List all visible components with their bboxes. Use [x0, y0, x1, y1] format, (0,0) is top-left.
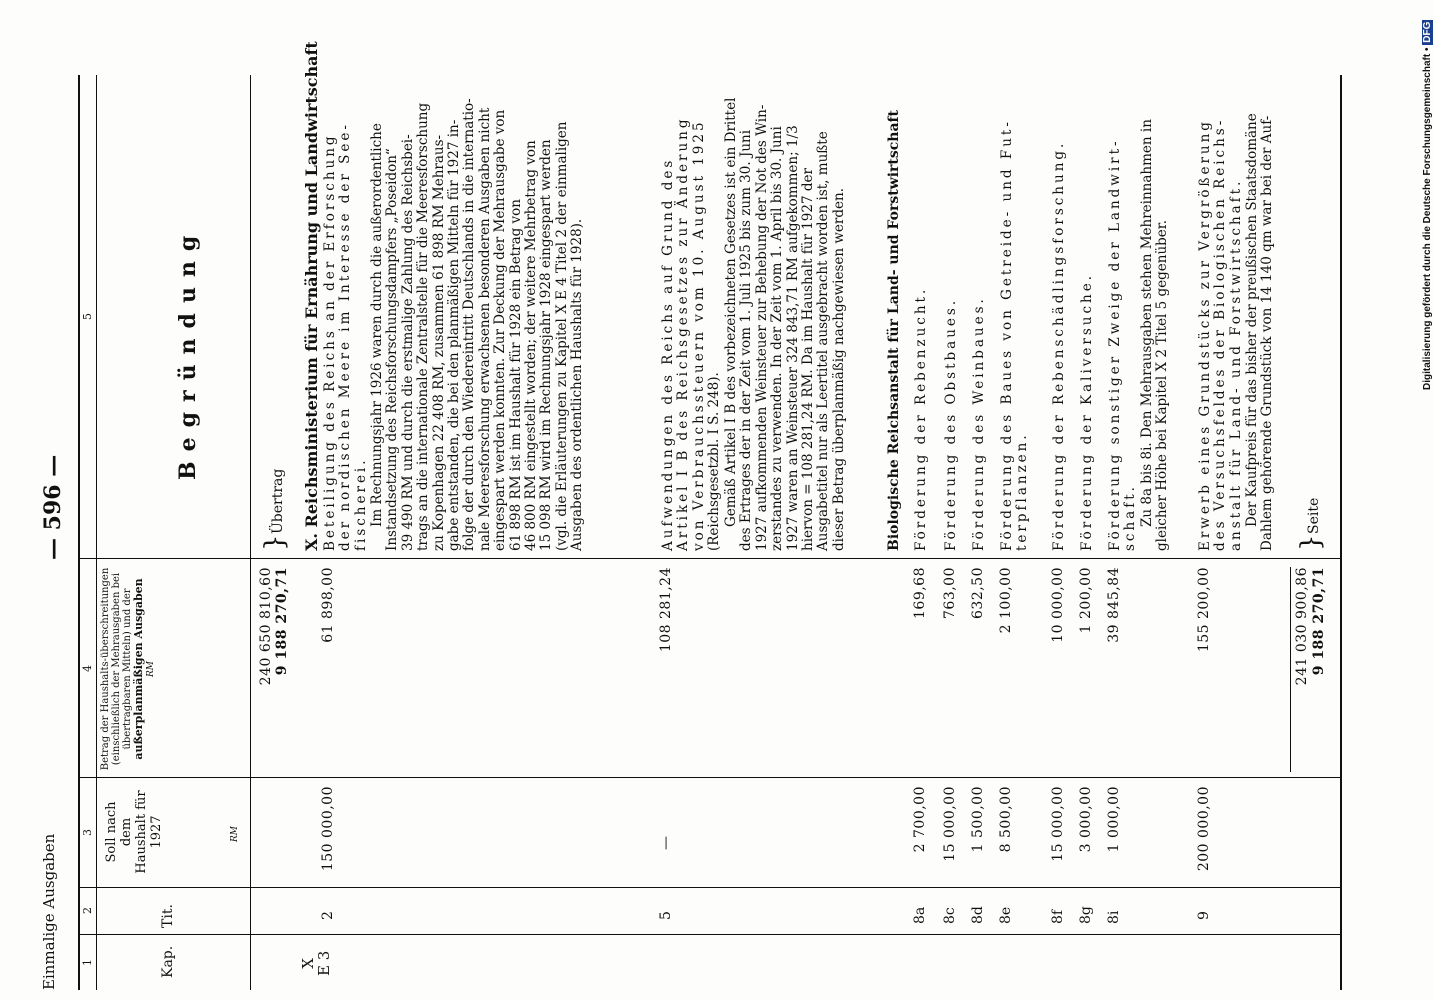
uebertrag-amount-2: 9 188 270,71 [274, 567, 290, 676]
biol-text: Förderung des Obstbaues. [943, 297, 959, 551]
header-soll-unit: RM [230, 826, 240, 842]
tit-5-heading-line: Artikel I B des Reichsgesetzes zur Änderung [675, 116, 692, 551]
biol-text-line: schaft. [1122, 484, 1139, 551]
biol-betrag: 632,50 [970, 567, 986, 619]
page-number: — 596 — [40, 454, 66, 560]
header-betrag-bold: außerplanmäßigen Ausgaben [132, 578, 145, 760]
section-x-kap [300, 951, 332, 976]
tit-2-body-line: zu Kopenhagen 22 408 RM, zusammen 61 898 RM Mehraus- [430, 134, 447, 551]
biol-tit: 8g [1078, 906, 1094, 924]
tit-9: 9 [1196, 911, 1212, 920]
tit-9-heading-line: Erwerb eines Grundstücks zur Vergrößerung [1197, 119, 1213, 551]
tit-5-body-line: des Ertrages der in der Zeit vom 1. Juli 1925 bis zum 30. Juni [738, 129, 755, 551]
tit-5-heading [661, 81, 723, 551]
biol-note-line: Zu 8a bis 8i. Den Mehrausgaben stehen Mehreinnahmen in [1139, 119, 1155, 527]
tit-2-body-line: 15 098 RM wird im Rechnungsjahr 1928 eingespart werden [538, 139, 555, 551]
tit-2-heading-line: Beteiligung des Reichs an der Erforschung [322, 133, 338, 551]
biol-title: Biologische Reichsanstalt für Land- und Forstwirtschaft [886, 109, 902, 551]
kap-x: X [299, 958, 317, 969]
biol-text [1108, 138, 1139, 551]
tit-2-body-line: gabe entstanden, die bei den planmäßigen Mitteln für 1927 in- [446, 119, 463, 551]
dfg-logo: DFG [1422, 21, 1433, 43]
digitization-note [1422, 20, 1433, 390]
biol-tit: 8e [998, 906, 1014, 924]
tit-9-body [1245, 81, 1276, 551]
soll-tit-2: 150 000,00 [320, 786, 336, 872]
header-kap: Kap. [160, 945, 176, 978]
tit-5-heading-line: von Verbrauchssteuern vom 10. August 1925 [690, 119, 707, 551]
tit-2-body-line: 61 898 RM ist im Haushalt für 1928 ein Betrag von [507, 199, 524, 551]
biol-tit: 8d [970, 906, 986, 924]
tit-2-body-line: (vgl. die Erläuterungen zu Kapitel X E 4 Titel 2 der einmaligen [553, 121, 570, 551]
digitization-note-text: Digitalisierung gefördert durch die Deutsche Forschungsgemeinschaft • [1422, 47, 1433, 390]
colnum-3: 3 [81, 829, 94, 836]
tit-2-body-line: 39 490 RM und durch die erstmalige Zahlung des Reichsbei- [399, 134, 416, 551]
tit-2-body-line: eingespart werden konnten. Zur Deckung der Mehrausgabe von [492, 109, 509, 551]
uebertrag-label: Übertrag [270, 468, 286, 534]
biol-note-line: gleicher Höhe bei Kapitel X 2 Titel 5 gegenüber. [1154, 219, 1171, 551]
biol-text: Förderung der Rebenzucht. [913, 286, 929, 551]
tit-2-body-line: nale Meeresforschung erwachsenen besonderen Ausgaben nicht [476, 107, 493, 551]
biol-tit: 8i [1106, 910, 1122, 924]
colnum-1: 1 [81, 959, 94, 966]
biol-tit: 8f [1050, 909, 1066, 924]
biol-note [1140, 81, 1171, 551]
biol-betrag: 10 000,00 [1050, 567, 1066, 643]
tit-9-heading-line: anstalt für Land- und Forstwirtschaft. [1227, 178, 1244, 551]
tit-5-heading-line: Aufwendungen des Reichs auf Grund des [660, 157, 676, 551]
header-tit: Tit. [160, 904, 176, 928]
biol-tit: 8c [942, 907, 958, 924]
biol-soll: 15 000,00 [942, 786, 958, 862]
biol-soll: 2 700,00 [912, 786, 928, 853]
kap-e3: E 3 [315, 950, 333, 976]
seite-brace: } [1296, 534, 1326, 551]
tit-5-body-line: 1927 aufkommenden Weinsteuer zur Behebung der Not des Win- [753, 104, 770, 551]
tit-5-body-line: Gemäß Artikel I B des vorbezeichneten Gesetzes ist ein Drittel [723, 97, 739, 527]
biol-tit: 8a [912, 906, 928, 924]
header-begruendung: Begründung [175, 225, 201, 480]
betrag-tit-2: 61 898,00 [320, 567, 336, 643]
header-betrag [100, 566, 157, 772]
biol-betrag: 39 845,84 [1106, 567, 1122, 643]
tit-2-body-line: Ausgaben des ordentlichen Haushalts für 1928). [569, 218, 586, 551]
tit-2-body-line: Instandsetzung des Reichsforschungsdampfers „Poseidon“ [384, 148, 401, 551]
colnum-5: 5 [81, 313, 94, 320]
biol-text: Förderung der Kaliversuche. [1079, 273, 1095, 551]
tit-5-body-line: 1927 waren an Weinsteuer 324 843,71 RM aufgekommen; 1/3 [784, 125, 801, 551]
biol-soll: 1 500,00 [970, 786, 986, 853]
colnum-4: 4 [81, 665, 94, 672]
biol-text-line: Förderung des Baues von Getreide- und Fut- [999, 119, 1015, 551]
tit-2-heading [323, 81, 369, 551]
biol-betrag: 1 200,00 [1078, 567, 1094, 634]
tit-2: 2 [320, 911, 336, 920]
tit-9-heading-line: des Versuchsfeldes der Biologischen Reichs- [1212, 117, 1229, 551]
biol-soll: 3 000,00 [1078, 786, 1094, 853]
betrag-tit-5: 108 281,24 [658, 567, 674, 653]
seite-amount-2: 9 188 270,71 [1311, 567, 1327, 676]
tit-2-heading-line: der nordischen Meere im Interesse der See- [337, 122, 354, 551]
biol-text-line: terpflanzen. [1014, 432, 1031, 551]
tit-5-heading-line: (Reichsgesetzbl. I S. 248). [706, 372, 723, 551]
tit-5-body [724, 81, 847, 551]
header-soll: Soll nach dem Haushalt für 1927 [104, 790, 164, 874]
biol-text: Förderung des Weinbaues. [971, 296, 987, 551]
biol-betrag: 763,00 [942, 567, 958, 619]
tit-9-heading [1198, 81, 1244, 551]
colnum-2: 2 [81, 907, 94, 914]
biol-soll: 8 500,00 [998, 786, 1014, 853]
tit-2-body-line: Im Rechnungsjahr 1926 waren durch die außerordentliche [369, 123, 385, 527]
running-head: Einmalige Ausgaben [40, 833, 58, 990]
tit-2-body-line: 46 800 RM eingestellt worden; der weitere Mehrbetrag von [523, 140, 540, 551]
tit-9-body-line: Der Kaufpreis für das bisher der preußischen Staatsdomäne [1244, 113, 1260, 527]
tit-5-body-line: zerstandes zu verwenden. In der Zeit vom 1. April bis 30. Juni [769, 126, 786, 551]
section-x-title: X. Reichsministerium für Ernährung und Landwirtschaft [302, 41, 321, 551]
tit-5-body-line: dieser Betrag überplanmäßig nachgewiesen werden. [830, 188, 847, 551]
tit-9-body-line: Dahlem gehörende Grundstück von 14 140 qm war bei der Auf- [1259, 115, 1276, 551]
uebertrag-amount-1: 240 650 810,60 [258, 567, 274, 686]
betrag-tit-9: 155 200,00 [1196, 567, 1212, 653]
tit-5-body-line: Ausgabetitel nur als Leertitel ausgebracht worden ist, mußte [815, 131, 832, 551]
biol-text [1000, 119, 1031, 551]
uebertrag-brace: } [260, 534, 290, 551]
tit-2-body [370, 81, 586, 551]
tit-5-body-line: hiervon = 108 281,24 RM. Da im Haushalt für 1927 der [800, 168, 817, 551]
biol-soll: 15 000,00 [1050, 786, 1066, 862]
tit-5: 5 [658, 911, 674, 920]
biol-soll: 1 000,00 [1106, 786, 1122, 853]
seite-label: Seite [1306, 497, 1322, 534]
tit-2-body-line: folge der durch den Wiedereintritt Deutschlands in die internatio- [461, 98, 478, 551]
seite-amount-1: 241 030 900,86 [1294, 567, 1310, 686]
header-betrag-text: Betrag der Haushalts-überschreitungen (einschließlich der Mehrausgaben bei übertragbaren Mitteln) und der [100, 567, 133, 771]
tit-2-body-line: trags an die internationale Zentralstelle für die Meeresforschung [415, 102, 432, 551]
header-betrag-unit: RM [146, 661, 156, 677]
biol-betrag: 2 100,00 [998, 567, 1014, 634]
biol-betrag: 169,68 [912, 567, 928, 619]
soll-tit-5: — [658, 836, 674, 850]
tit-2-heading-line: fischerei. [352, 457, 369, 551]
soll-tit-9: 200 000,00 [1196, 786, 1212, 872]
biol-text-line: Förderung sonstiger Zweige der Landwirt- [1107, 138, 1123, 551]
biol-text: Förderung der Rebenschädlingsforschung. [1051, 140, 1067, 551]
